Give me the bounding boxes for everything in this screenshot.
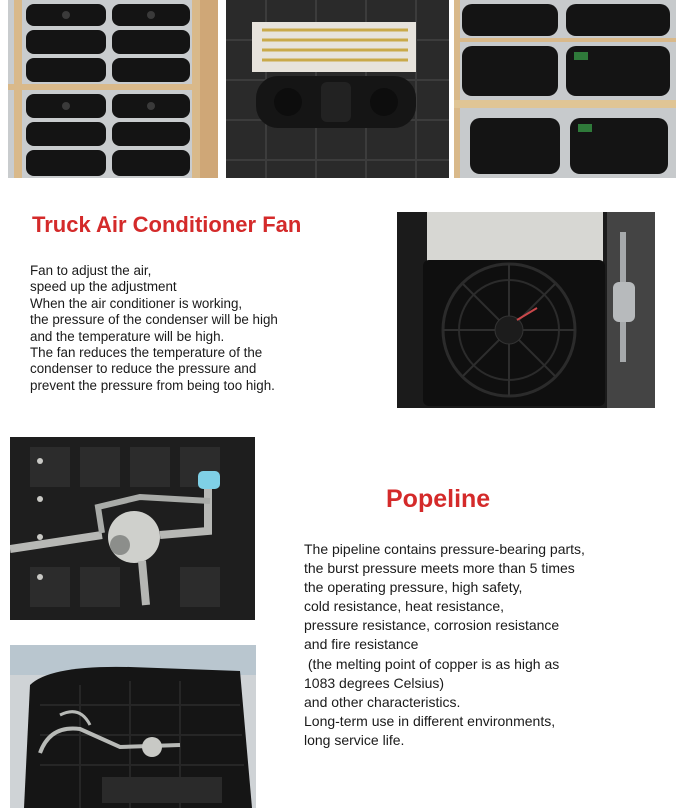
fan-description — [30, 263, 278, 394]
pipeline-description-line: the operating pressure, high safety, — [304, 579, 523, 596]
pipeline-description-line: long service life. — [304, 731, 405, 748]
photo-condenser-fan — [397, 212, 655, 408]
pipeline-description-line: and fire resistance — [304, 636, 419, 653]
photo-blower-shelf-right — [454, 0, 676, 178]
pipeline-description-line: 1083 degrees Celsius) — [304, 674, 445, 691]
pipeline-description-line: The pipeline contains pressure-bearing parts, — [304, 541, 585, 557]
fan-description-line: the pressure of the condenser will be high — [30, 312, 278, 328]
fan-description-line: and the temperature will be high. — [30, 328, 225, 344]
fan-section-title: Truck Air Conditioner Fan — [32, 212, 302, 237]
pipeline-description-line: the burst pressure meets more than 5 times — [304, 560, 575, 577]
pipeline-section-title: Popeline — [386, 485, 491, 513]
photo-blower-shelf-left — [8, 0, 218, 178]
pipeline-description-line: and other characteristics. — [304, 693, 461, 710]
fan-description-line: prevent the pressure from being too high. — [30, 377, 275, 393]
pipeline-description-line: cold resistance, heat resistance, — [304, 598, 504, 615]
photo-pipeline-drier — [10, 437, 255, 620]
fan-description-line: When the air conditioner is working, — [30, 295, 243, 311]
fan-description-line: The fan reduces the temperature of the — [30, 345, 263, 361]
pipeline-description-line: Long-term use in different environments, — [304, 712, 556, 729]
photo-pipeline-unit — [10, 645, 256, 808]
photo-evaporator-blower — [226, 0, 449, 178]
fan-description-line: speed up the adjustment — [30, 279, 177, 295]
fan-description-line: condenser to reduce the pressure and — [30, 361, 257, 377]
fan-description-line: Fan to adjust the air, — [30, 263, 152, 278]
pipeline-description — [304, 540, 585, 750]
pipeline-description-line: (the melting point of copper is as high as — [304, 655, 560, 672]
pipeline-description-line: pressure resistance, corrosion resistance — [304, 617, 560, 634]
